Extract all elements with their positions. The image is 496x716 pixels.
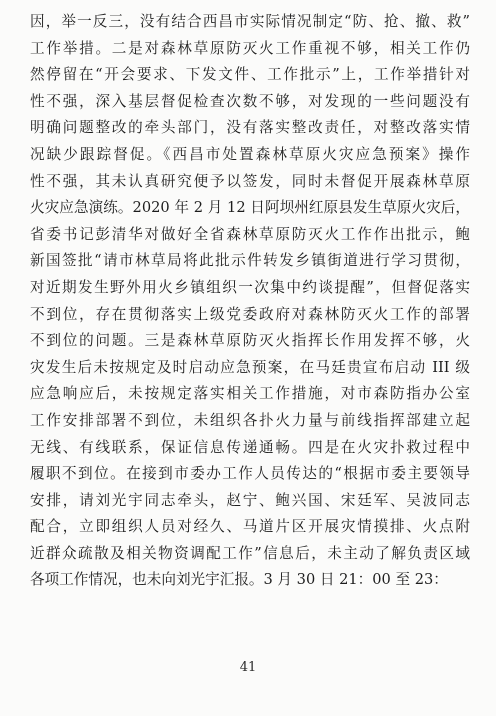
- body-text: [30, 9, 470, 594]
- text-line-15: 应急响应后，未按规定落实相关工作措施，对市森防指办公室: [30, 385, 470, 403]
- text-line-21: 近群众疏散及相关物资调配工作”信息后，未主动了解负责区域: [30, 544, 470, 562]
- text-line-1: 因，举一反三，没有结合西昌市实际情况制定“防、抢、撤、救”: [30, 13, 470, 30]
- text-line-8: 火灾应急演练。2020 年 2 月 12 日阿坝州红原县发生草原火灾后，: [30, 199, 470, 217]
- text-line-13: 不到位的问题。三是森林草原防灭火指挥长作用发挥不够，火: [30, 332, 470, 350]
- text-line-16: 工作安排部署不到位，未组织各扑火力量与前线指挥部建立起: [30, 411, 470, 429]
- text-line-10: 新国签批“请市林草局将此批示件转发乡镇街道进行学习贯彻，: [30, 252, 470, 270]
- page-number: 41: [239, 660, 257, 675]
- text-line-5: 明确问题整改的牵头部门，没有落实整改责任，对整改落实情: [30, 119, 470, 137]
- text-line-9: 省委书记彭清华对做好全省森林草原防灭火工作作出批示，鲍: [30, 225, 470, 243]
- text-line-6: 况缺少跟踪督促。《西昌市处置森林草原火灾应急预案》操作: [30, 145, 470, 163]
- text-line-14: 灾发生后未按规定及时启动应急预案，在马廷贵宣布启动 III 级: [30, 358, 470, 376]
- text-line-4: 性不强，深入基层督促检查次数不够，对发现的一些问题没有: [30, 92, 470, 110]
- text-line-19: 安排，请刘光宇同志牵头，赵宁、鲍兴国、宋廷军、吴波同志: [30, 491, 470, 509]
- text-line-12: 不到位，存在贯彻落实上级党委政府对森林防灭火工作的部署: [30, 305, 470, 323]
- text-line-22: 各项工作情况，也未向刘光宇汇报。3 月 30 日 21：00 至 23：: [30, 571, 448, 589]
- text-line-18: 履职不到位。在接到市委办工作人员传达的“根据市委主要领导: [30, 465, 470, 483]
- text-line-2: 工作举措。二是对森林草原防灭火工作重视不够，相关工作仍: [30, 39, 470, 57]
- text-line-3: 然停留在“开会要求、下发文件、工作批示”上，工作举措针对: [30, 66, 470, 84]
- text-line-11: 对近期发生野外用火乡镇组织一次集中约谈提醒”，但督促落实: [30, 278, 470, 296]
- text-line-7: 性不强，其未认真研究便予以签发，同时未督促开展森林草原: [30, 172, 470, 190]
- text-line-20: 配合，立即组织人员对经久、马道片区开展灾情摸排、火点附: [30, 518, 470, 536]
- text-line-17: 无线、有线联系，保证信息传递通畅。四是在火灾扑救过程中: [30, 438, 470, 456]
